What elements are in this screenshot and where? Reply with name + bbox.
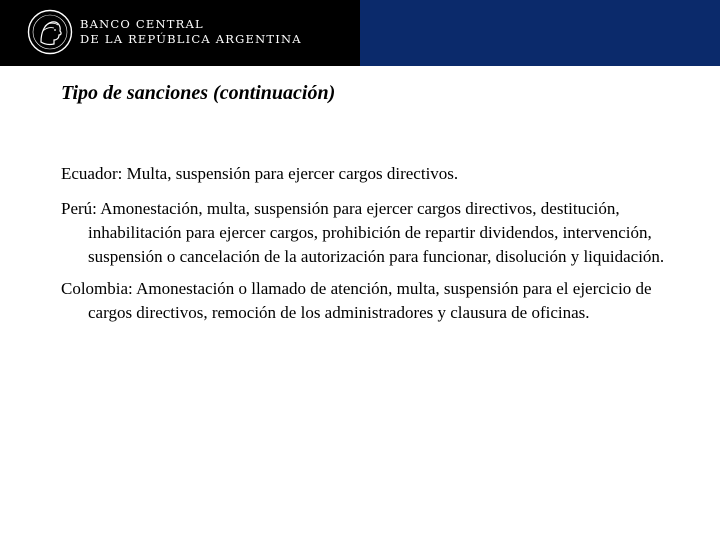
paragraph-peru: Perú: Amonestación, multa, suspensión para ejercer cargos directivos, destitución, inhabilitación para ejercer cargos, prohibición de repartir dividendos, intervención, suspensión o cancelación de la autorización para funcionar, disolución y liquidación. (61, 199, 665, 266)
slide-header (0, 0, 720, 66)
bcra-seal-icon (27, 9, 73, 55)
header-blue-panel (360, 0, 720, 66)
paragraph-colombia: Colombia: Amonestación o llamado de atención, multa, suspensión para el ejercicio de cargos directivos, remoción de los administradores y clausura de oficinas. (61, 279, 652, 322)
slide-title: Tipo de sanciones (continuación) (61, 82, 336, 104)
slide-body (61, 162, 681, 333)
brand-line-2: DE LA REPÚBLICA ARGENTINA (80, 32, 302, 46)
paragraph-ecuador: Ecuador: Multa, suspensión para ejercer cargos directivos. (61, 164, 459, 183)
header-brand-panel (0, 0, 360, 66)
brand-name (80, 17, 302, 47)
brand-line-1: BANCO CENTRAL (80, 17, 204, 31)
